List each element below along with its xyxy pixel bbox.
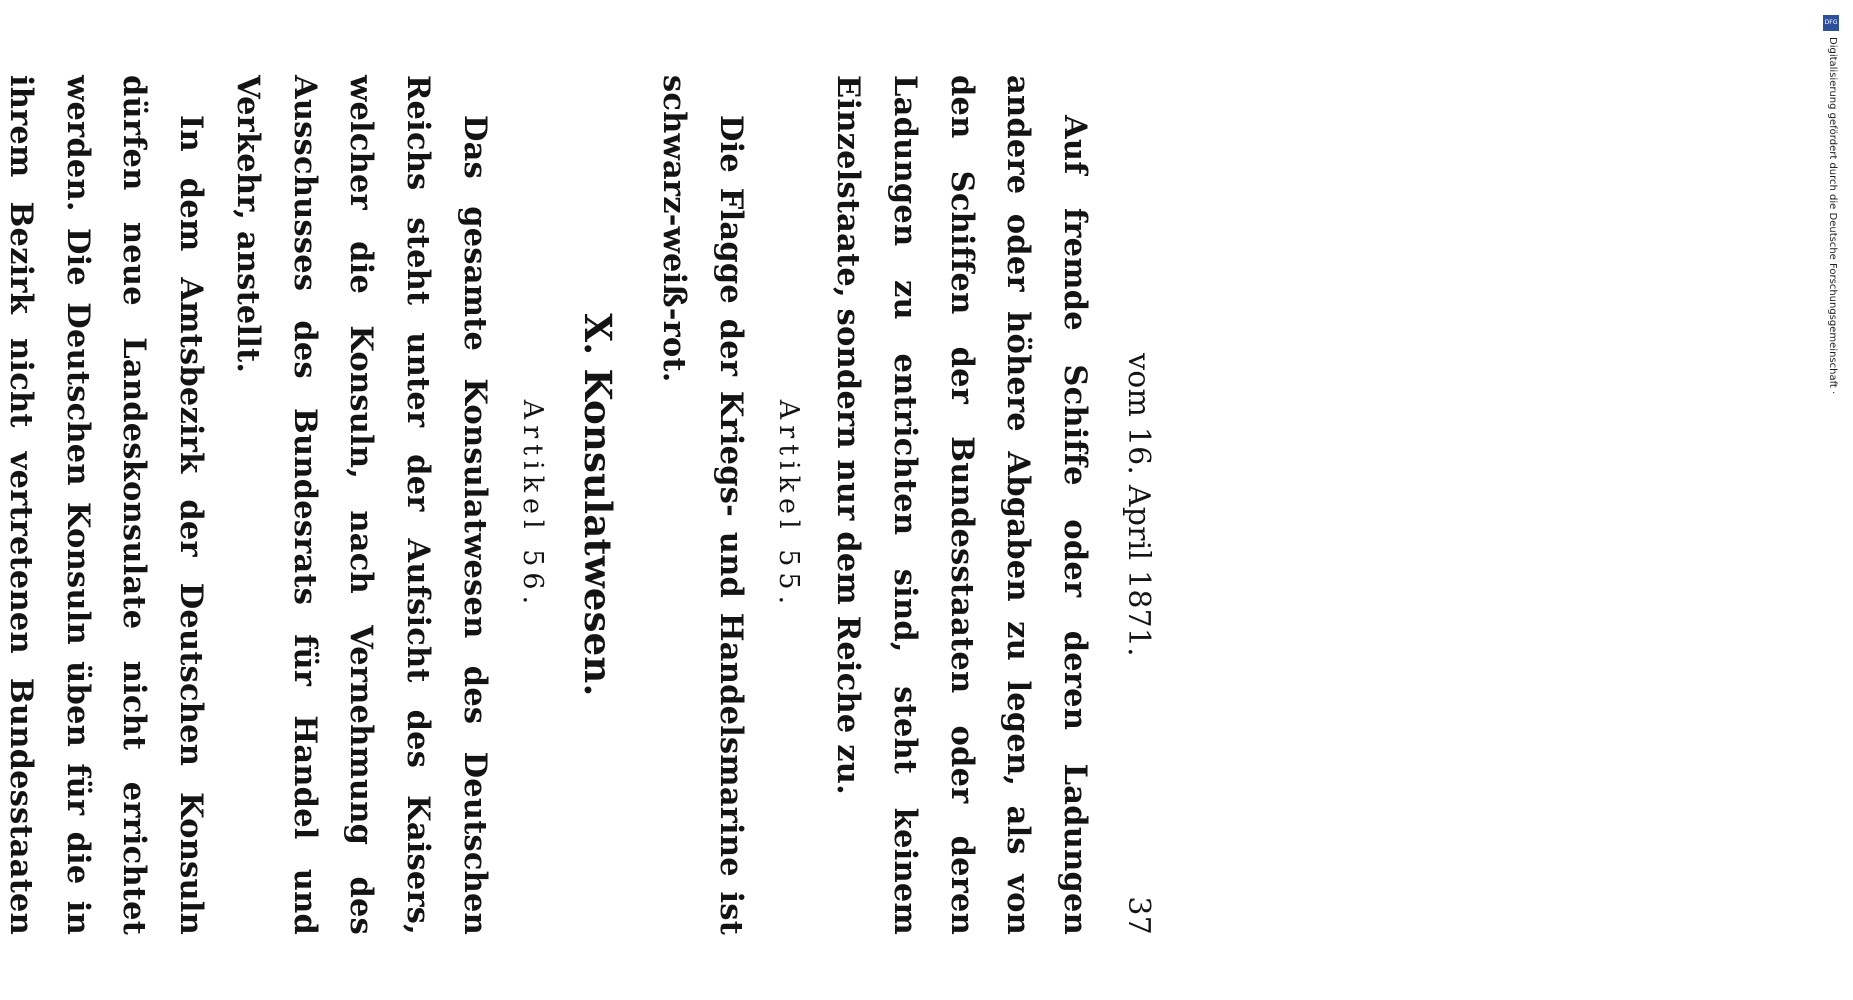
paragraph-abgaben: Auf fremde Schiffe oder deren Ladungen andere oder höhere Abgaben zu legen, als von den Schiffen der Bundesstaaten oder deren Ladungen zu entrichten sind, steht keinem Einzelstaate, sondern nur dem Reiche zu. [830, 75, 1093, 935]
dfg-logo-icon: DFG [1823, 15, 1839, 31]
article-55-heading: Artikel 55. [773, 399, 805, 611]
paragraph-konsulatwesen: Das gesamte Konsulatwesen des Deutschen Reichs steht unter der Aufsicht des Kaisers, welcher die Konsuln, nach Vernehmung des Ausschusses des Bundesrats für Handel und Verkehr, anstellt. [229, 75, 493, 935]
digitization-credit [1821, 15, 1841, 990]
section-x-heading: X. Konsulatwesen. [575, 313, 620, 697]
paragraph-flagge: Die Flagge der Kriegs- und Handelsmarine ist schwarz-weiß-rot. [656, 75, 750, 935]
paragraph-landeskonsulate: In dem Amtsbezirk der Deutschen Konsuln dürfen neue Landeskonsulate nicht errichtet werden. Die Deutschen Konsuln üben für die in ihrem Bezirk nicht vertretenen Bundesstaaten [2, 75, 210, 935]
page-header [1103, 75, 1173, 935]
running-title: vom 16. April 1871. [1121, 353, 1156, 657]
document-page [3, 75, 1173, 935]
article-56-heading: Artikel 56. [516, 399, 548, 611]
credit-text: Digitalisierung gefördert durch die Deutsche Forschungsgemeinschaft · [1827, 37, 1838, 395]
page-number: 37 [1121, 896, 1156, 935]
